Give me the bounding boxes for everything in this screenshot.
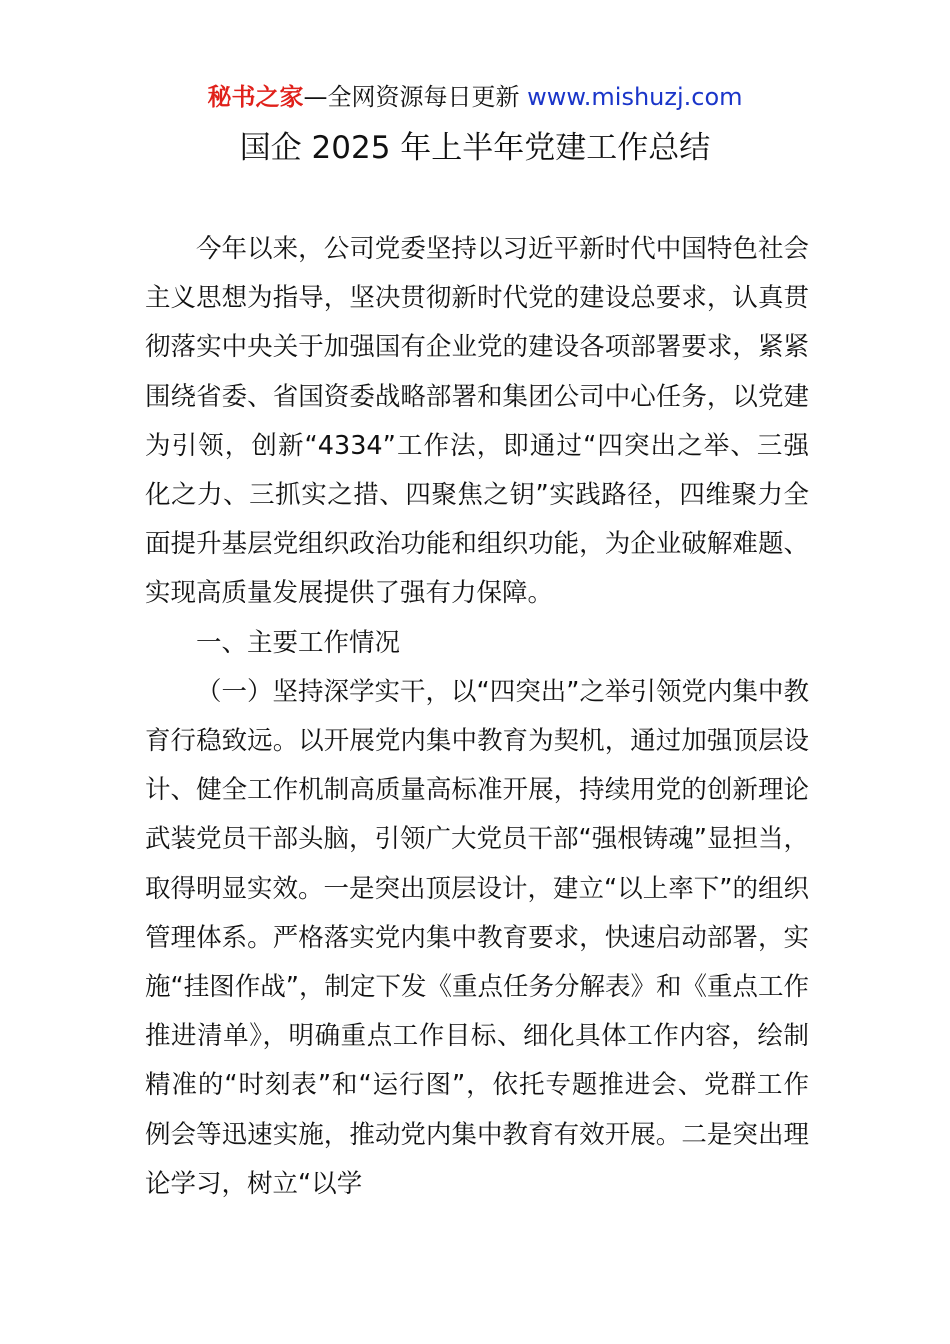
intro-paragraph: 今年以来，公司党委坚持以习近平新时代中国特色社会主义思想为指导，坚决贯彻新时代党的建设总要求，认真贯彻落实中央关于加强国有企业党的建设各项部署要求，紧紧围绕省委、省国资委战略部署和集团公司中心任务，以党建为引领，创新“4334”工作法，即通过“四突出之举、三强化之力、三抓实之措、四聚焦之钥”实践路径，四维聚力全面提升基层党组织政治功能和组织功能，为企业破解难题、实现高质量发展提供了强有力保障。: [145, 234, 809, 609]
document-body: [145, 225, 809, 1209]
section-heading: 一、主要工作情况: [196, 627, 401, 658]
site-slogan: —全网资源每日更新: [303, 83, 528, 111]
site-header: [0, 80, 950, 114]
site-url-link[interactable]: www.mishuzj.com: [527, 83, 743, 111]
document-title: 国企 2025 年上半年党建工作总结: [239, 130, 711, 166]
subsection-paragraph: （一）坚持深学实干，以“四突出”之举引领党内集中教育行稳致远。以开展党内集中教育为契机，通过加强顶层设计、健全工作机制高质量高标准开展，持续用党的创新理论武装党员干部头脑，引领广大党员干部“强根铸魂”显担当，取得明显实效。一是突出顶层设计，建立“以上率下”的组织管理体系。严格落实党内集中教育要求，快速启动部署，实施“挂图作战”，制定下发《重点任务分解表》和《重点工作推进清单》，明确重点工作目标、细化具体工作内容，绘制精准的“时刻表”和“运行图”，依托专题推进会、党群工作例会等迅速实施，推动党内集中教育有效开展。二是突出理论学习，树立“以学: [145, 676, 809, 1199]
site-brand: 秘书之家: [207, 83, 304, 111]
